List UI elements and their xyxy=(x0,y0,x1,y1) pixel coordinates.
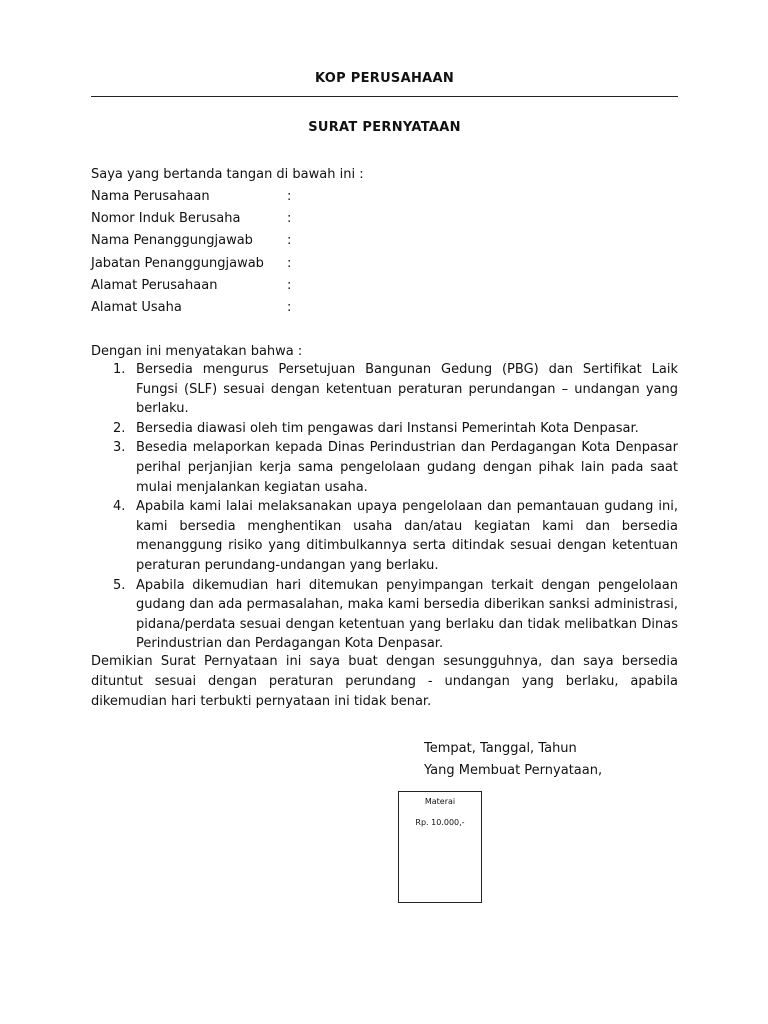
stamp-duty-value: Rp. 10.000,- xyxy=(415,818,465,827)
statement-item xyxy=(91,438,678,497)
field-label: Nama Perusahaan xyxy=(91,189,210,204)
field-separator: : xyxy=(287,211,292,227)
field-responsible-name xyxy=(91,230,291,252)
field-company-address xyxy=(91,275,291,297)
statement-text: Bersedia mengurus Persetujuan Bangunan Gedung (PBG) dan Sertifikat Laik Fungsi (SLF) sesuai dengan ketentuan peraturan perundangan – undangan yang berlaku. xyxy=(136,362,678,417)
statement-lead: Dengan ini menyatakan bahwa : xyxy=(91,344,303,359)
statement-number: 1. xyxy=(113,362,126,377)
field-separator: : xyxy=(287,189,292,204)
document-title: SURAT PERNYATAAN xyxy=(308,120,461,135)
signature-place-date: Tempat, Tanggal, Tahun xyxy=(424,741,577,756)
field-separator: : xyxy=(287,233,292,249)
statement-list xyxy=(91,360,678,654)
statement-item xyxy=(91,419,678,439)
closing-paragraph: Demikian Surat Pernyataan ini saya buat dengan sesungguhnya, dan saya bersedia dituntut sesuai dengan peraturan perundang - undangan yang berlaku, apabila dikemudian hari terbukti pernyataan ini tidak benar. xyxy=(91,654,678,709)
statement-number: 5. xyxy=(113,577,126,593)
field-company-name xyxy=(91,186,291,208)
field-separator: : xyxy=(287,299,292,315)
field-label: Nama Penanggungjawab xyxy=(91,233,253,249)
company-letterhead: KOP PERUSAHAAN xyxy=(314,71,455,86)
statement-item xyxy=(91,360,678,419)
statement-item xyxy=(91,497,678,575)
identity-fields xyxy=(91,186,291,319)
statement-number: 3. xyxy=(113,440,126,456)
statement-text: Besedia melaporkan kepada Dinas Perindustrian dan Perdagangan Kota Denpasar perihal perjanjian kerja sama pengelolaan gudang dengan pihak lain pada saat mulai menjalankan kegiatan usaha. xyxy=(136,440,678,495)
statement-text: Apabila dikemudian hari ditemukan penyimpangan terkait dengan pengelolaan gudang dan ada permasalahan, maka kami bersedia diberikan sanksi administrasi, pidana/perdata sesuai dengan ketentuan yang berlaku dan tidak melibatkan Dinas Perindustrian dan Perdagangan Kota Denpasar. xyxy=(136,577,678,652)
field-separator: : xyxy=(287,255,292,271)
statement-text: Apabila kami lalai melaksanakan upaya pengelolaan dan pemantauan gudang ini, kami bersedia menghentikan usaha dan/atau kegiatan kami dan bersedia menanggung risiko yang ditimbulkannya serta ditindak sesuai dengan ketentuan peraturan perundang-undangan yang berlaku. xyxy=(136,499,678,573)
letterhead-divider xyxy=(91,96,678,97)
field-label: Alamat Perusahaan xyxy=(91,277,218,293)
field-separator: : xyxy=(287,277,292,293)
field-label: Alamat Usaha xyxy=(91,299,182,315)
stamp-duty-box xyxy=(398,791,482,903)
statement-item xyxy=(91,576,678,654)
signature-maker-label: Yang Membuat Pernyataan, xyxy=(424,763,603,778)
field-label: Jabatan Penanggungjawab xyxy=(91,255,264,271)
stamp-duty-label: Materai xyxy=(424,797,456,806)
field-business-address xyxy=(91,297,291,319)
statement-text: Bersedia diawasi oleh tim pengawas dari Instansi Pemerintah Kota Denpasar. xyxy=(136,420,639,436)
statement-number: 2. xyxy=(113,420,126,436)
field-business-id xyxy=(91,208,291,230)
field-label: Nomor Induk Berusaha xyxy=(91,211,241,227)
intro-text: Saya yang bertanda tangan di bawah ini : xyxy=(91,167,364,182)
statement-number: 4. xyxy=(113,499,126,515)
field-responsible-position xyxy=(91,253,291,275)
